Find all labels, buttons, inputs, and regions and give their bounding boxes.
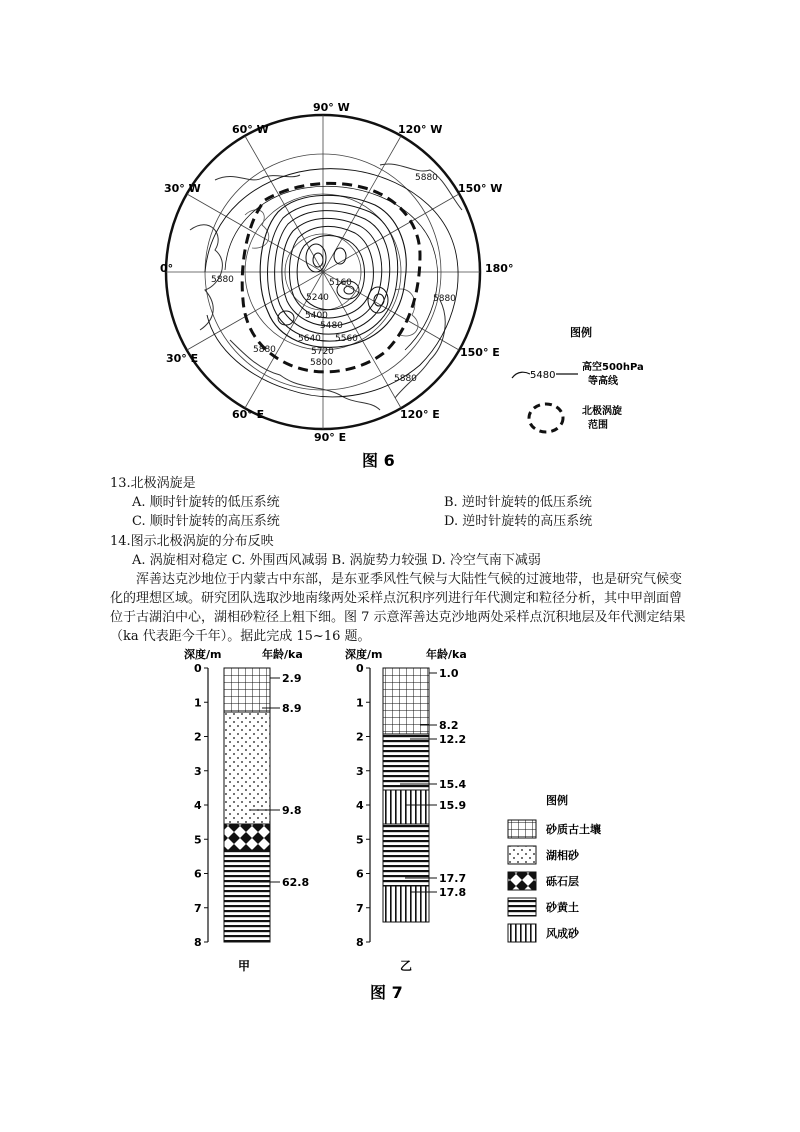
contour-label: 5720 xyxy=(311,347,334,357)
lon-60e: 60° E xyxy=(232,408,265,421)
depth-tick-label: 8 xyxy=(194,936,202,949)
depth-tick-label: 4 xyxy=(356,799,364,812)
depth-tick-label: 2 xyxy=(356,730,364,744)
legend-item: 风成砂 xyxy=(546,927,579,940)
contour-label: 5800 xyxy=(310,358,333,368)
legend-item: 砂黄土 xyxy=(546,901,579,914)
figure-6-caption: 图 6 xyxy=(362,451,395,470)
lon-30w: 30° W xyxy=(164,182,201,195)
globe xyxy=(166,115,480,429)
depth-tick-label: 8 xyxy=(356,936,364,949)
depth-tick-label: 2 xyxy=(194,730,202,744)
figure-7-caption: 图 7 xyxy=(370,983,403,1002)
legend-contour-desc: 高空500hPa xyxy=(582,362,644,373)
legend-title: 图例 xyxy=(546,794,568,807)
legend-vortex-desc: 范围 xyxy=(588,420,608,431)
age-marker: 1.0 xyxy=(439,667,459,680)
legend-swatch-lacustrine-sand xyxy=(508,846,536,864)
legend-item: 湖相砂 xyxy=(546,849,579,862)
lon-60w: 60° W xyxy=(232,123,269,136)
contour-label: 5160 xyxy=(329,278,352,288)
figure-6-legend xyxy=(512,325,644,432)
lon-90e: 90° E xyxy=(314,431,347,444)
legend-vortex-desc: 北极涡旋 xyxy=(582,406,622,417)
contour-label: 5640 xyxy=(298,334,321,344)
layer-sandy-loess xyxy=(383,824,429,886)
depth-tick-label: 4 xyxy=(194,799,202,812)
age-axis-label: 年龄/ka xyxy=(262,648,303,661)
q13-option-c: C. 顺时针旋转的高压系统 xyxy=(132,514,280,529)
layer-sandy-loess xyxy=(383,734,429,790)
column-jia-name: 甲 xyxy=(238,959,251,973)
legend-contour-value: 5480 xyxy=(530,370,556,381)
vortex-symbol xyxy=(529,404,563,432)
contour-label: 5880 xyxy=(211,275,234,285)
q13-option-d: D. 逆时针旋转的高压系统 xyxy=(444,514,593,529)
contour-label: 5880 xyxy=(415,173,438,183)
age-marker: 12.2 xyxy=(439,733,467,746)
depth-tick-label: 3 xyxy=(194,764,202,778)
depth-tick-label: 5 xyxy=(194,833,202,847)
depth-tick-label: 7 xyxy=(194,901,202,915)
lon-150e: 150° E xyxy=(460,346,500,359)
age-marker: 9.8 xyxy=(282,804,302,817)
q14-options: A. 涡旋相对稳定 C. 外围西风减弱 B. 涡旋势力较强 D. 冷空气南下减弱 xyxy=(132,553,541,568)
age-marker: 15.9 xyxy=(439,799,467,812)
lon-30e: 30° E xyxy=(166,352,199,365)
lon-180: 180° xyxy=(485,262,514,275)
q13-stem: 13.北极涡旋是 xyxy=(110,476,196,491)
layer-sandy-paleosol xyxy=(224,668,270,712)
q13-option-b: B. 逆时针旋转的低压系统 xyxy=(444,495,592,510)
depth-tick-label: 5 xyxy=(356,833,364,847)
figure-7-legend xyxy=(508,793,601,942)
q14-stem: 14.图示北极涡旋的分布反映 xyxy=(110,534,274,549)
lon-90w: 90° W xyxy=(313,101,350,114)
legend-swatch-gravel xyxy=(508,872,536,890)
q13-option-a: A. 顺时针旋转的低压系统 xyxy=(132,495,280,510)
contour-symbol xyxy=(512,372,530,378)
layer-aeolian-sand xyxy=(383,790,429,824)
column-yi xyxy=(345,647,467,973)
layer-aeolian-sand xyxy=(383,886,429,922)
legend-item: 砾石层 xyxy=(546,875,579,888)
contour-label: 5560 xyxy=(335,334,358,344)
contour-label: 5480 xyxy=(320,321,343,331)
depth-tick-label: 6 xyxy=(356,867,364,881)
passage: 浑善达克沙地位于内蒙古中东部，是东亚季风性气候与大陆性气候的过渡地带，也是研究气候变化的理想区域。研究团队选取沙地南缘两处采样点沉积序列进行年代测定和粒径分析，其中甲剖面曾位于古湖泊中心，湖相砂粒径上粗下细。图 7 示意浑善达克沙地两处采样点沉积地层及年代测定结果（ka 代表距今千年）。据此完成 15~16 题。 xyxy=(110,572,686,644)
contour-label: 5240 xyxy=(306,293,329,303)
age-marker: 8.9 xyxy=(282,702,302,715)
figure-6-polar-map xyxy=(0,0,800,480)
depth-tick-label: 1 xyxy=(356,696,364,710)
depth-tick-label: 1 xyxy=(194,696,202,710)
age-marker: 2.9 xyxy=(282,672,302,685)
legend-contour-desc: 等高线 xyxy=(588,376,618,387)
legend-title: 图例 xyxy=(570,326,592,339)
layer-sandy-paleosol xyxy=(383,668,429,734)
legend-swatch-sandy-loess xyxy=(508,898,536,916)
layer-sandy-loess xyxy=(224,850,270,942)
column-jia xyxy=(184,647,309,973)
depth-tick-label: 3 xyxy=(356,764,364,778)
age-marker: 8.2 xyxy=(439,719,459,732)
lon-0: 0° xyxy=(160,262,174,275)
age-axis-label: 年龄/ka xyxy=(426,648,467,661)
depth-tick-label: 0 xyxy=(194,662,202,675)
depth-axis-label: 深度/m xyxy=(345,648,383,661)
column-yi-name: 乙 xyxy=(400,959,413,973)
depth-tick-label: 6 xyxy=(194,867,202,881)
contour-label: 5880 xyxy=(253,345,276,355)
depth-tick-label: 7 xyxy=(356,901,364,915)
layer-lacustrine-sand xyxy=(224,712,270,824)
lon-120w: 120° W xyxy=(398,123,443,136)
figure-7-strata xyxy=(0,640,800,1010)
age-marker: 17.8 xyxy=(439,886,467,899)
contour-label: 5880 xyxy=(433,294,456,304)
age-marker: 17.7 xyxy=(439,872,467,885)
age-marker: 15.4 xyxy=(439,778,467,791)
contour-label: 5880 xyxy=(394,374,417,384)
layer-gravel xyxy=(224,824,270,850)
contour-label: 5400 xyxy=(305,311,328,321)
depth-axis-label: 深度/m xyxy=(184,648,222,661)
legend-swatch-paleosol xyxy=(508,820,536,838)
depth-tick-label: 0 xyxy=(356,662,364,675)
legend-swatch-aeolian-sand xyxy=(508,924,536,942)
lon-120e: 120° E xyxy=(400,408,440,421)
legend-item: 砂质古土壤 xyxy=(546,823,601,836)
age-marker: 62.8 xyxy=(282,876,310,889)
lon-150w: 150° W xyxy=(458,182,503,195)
